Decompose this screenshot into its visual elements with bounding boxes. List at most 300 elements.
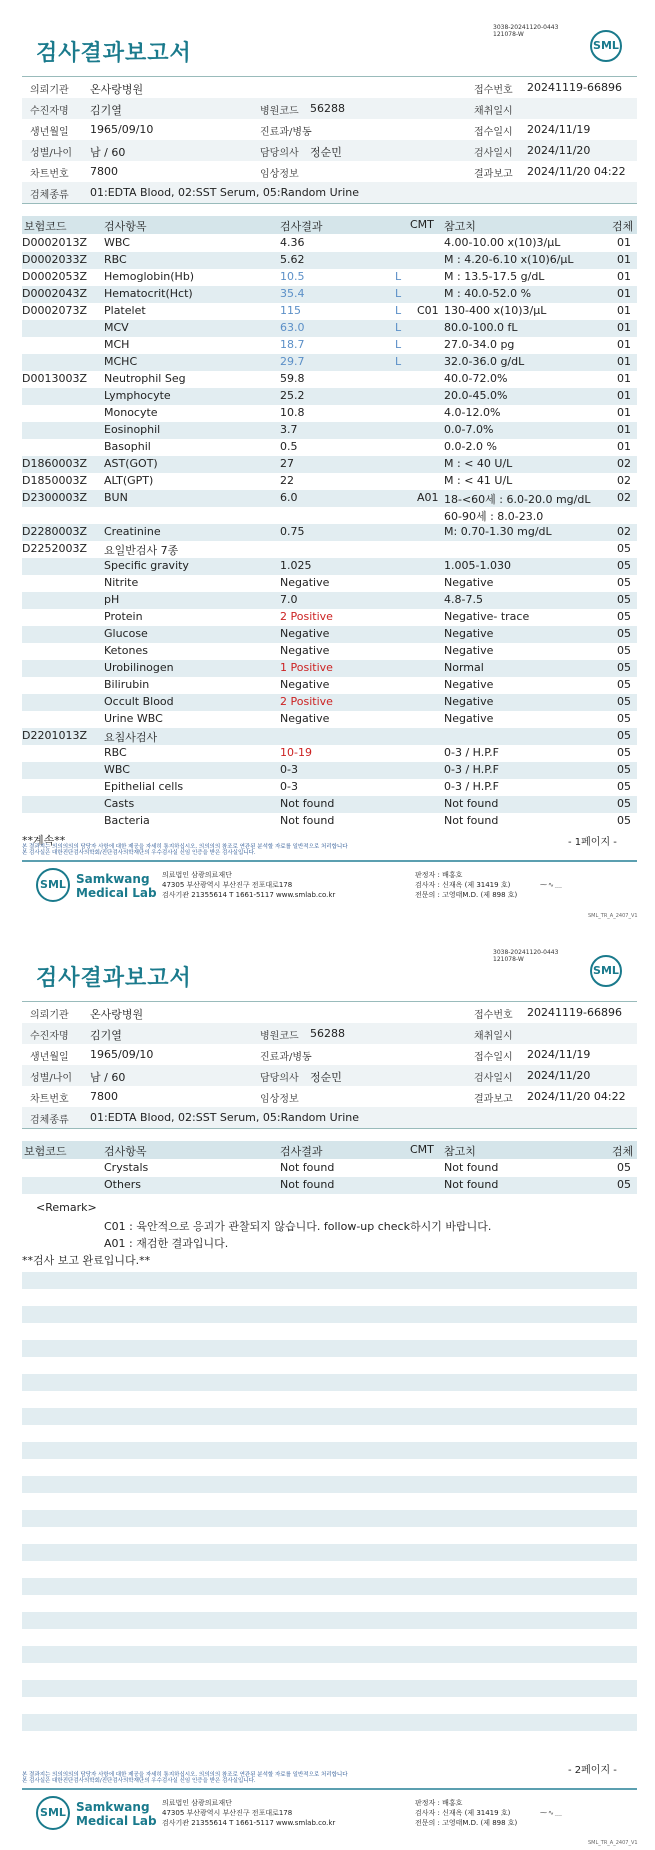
spec-cell: 02 [617,491,631,504]
item-cell: AST(GOT) [104,457,158,470]
cmt-cell: C01 [417,304,439,317]
chart-label: 차트번호 [30,169,69,180]
name-label: 수진자명 [30,1031,69,1042]
footer-sml-logo-icon: SML [36,1796,70,1830]
blank-row [22,1408,637,1425]
col-result: 검사결과 [280,1145,323,1158]
brand-line-2: Medical Lab [76,886,157,900]
table-row [22,694,637,711]
spec-cell: 01 [617,253,631,266]
spec-cell: 01 [617,338,631,351]
spec-cell: 02 [617,457,631,470]
name-label: 수진자명 [30,106,69,117]
blank-row [22,1374,637,1391]
code-cell: D0013003Z [22,372,87,385]
result-cell: Negative [280,678,330,691]
table-row [22,354,637,371]
footer-specialist: 전문의 : 고영태M.D. (제 898 호) [415,891,518,899]
header-row-1 [22,1002,637,1023]
spec-cell: 05 [617,644,631,657]
footer-signers [415,870,517,900]
item-cell: Hematocrit(Hct) [104,287,193,300]
footer-director: 판정자 : 배홍호 [415,1799,463,1807]
item-cell: 요일반검사 7종 [104,544,179,557]
result-cell: 2 Positive [280,610,333,623]
org-value: 온사랑병원 [90,1008,144,1021]
document-code-2 [493,949,558,963]
spec-cell: 01 [617,423,631,436]
result-cell: Not found [280,1178,335,1191]
report-value: 2024/11/20 04:22 [527,165,626,178]
clinical-label: 임상정보 [260,169,299,180]
table-row [22,490,637,507]
table-row [22,677,637,694]
footer-note-1: 본 결과지는 의의의의의 담당자 사항에 대한 제공을 자세히 통지하십시오. 의의의의 참조로 연관된 분석할 자료를 일반적으로 처리합니다 [22,1772,348,1778]
table-row [22,745,637,762]
doctor-label: 담당의사 [260,1073,299,1084]
table-row [22,1160,637,1177]
footer-addr: 47305 부산광역시 부산진구 전포대로178 [162,1809,293,1817]
blank-row [22,1544,637,1561]
footer-note [22,1772,348,1784]
test-date-label: 검사일시 [474,1073,513,1084]
header-row-6 [22,1107,637,1128]
item-cell: MCV [104,321,129,334]
table-row [22,796,637,813]
ref-cell: Negative [444,644,494,657]
spec-cell: 01 [617,355,631,368]
result-cell: Negative [280,712,330,725]
table-row [22,779,637,796]
spec-cell: 01 [617,440,631,453]
footer-org: 의료법인 삼광의료재단 [162,871,232,879]
page-title: 검사결과보고서 [36,41,192,66]
item-cell: BUN [104,491,128,504]
recv-date-label: 접수일시 [474,127,513,138]
collect-label: 채취일시 [474,1031,513,1042]
item-cell: Creatinine [104,525,161,538]
page-number-2: - 2페이지 - [568,1765,617,1776]
specimen-value: 01:EDTA Blood, 02:SST Serum, 05:Random Urine [90,186,359,199]
code-cell: D0002073Z [22,304,87,317]
result-cell: Not found [280,1161,335,1174]
footer-examiner: 검사자 : 신재옥 (제 31419 호) [415,881,511,889]
results-table-header [22,1141,637,1159]
specimen-value: 01:EDTA Blood, 02:SST Serum, 05:Random Urine [90,1111,359,1124]
result-cell: 2 Positive [280,695,333,708]
ref-cell: Negative [444,576,494,589]
ref-cell: Negative [444,627,494,640]
name-value: 김기열 [90,104,122,117]
spec-cell: 01 [617,304,631,317]
table-row [22,524,637,541]
continued-text: **계속** [22,834,66,847]
page-number-1: - 1페이지 - [568,837,617,848]
spec-cell: 01 [617,372,631,385]
collect-label: 채취일시 [474,106,513,117]
item-cell: Ketones [104,644,148,657]
table-row [22,558,637,575]
footer-addr: 47305 부산광역시 부산진구 전포대로178 [162,881,293,889]
ref-cell: 1.005-1.030 [444,559,511,572]
spec-cell: 05 [617,627,631,640]
item-cell: Lymphocyte [104,389,171,402]
table-row [22,405,637,422]
spec-cell: 05 [617,559,631,572]
table-row [22,541,637,558]
code-line-2: 121078-W [493,956,524,963]
item-cell: Protein [104,610,143,623]
spec-cell: 05 [617,729,631,742]
report-label: 결과보고 [474,169,513,180]
result-cell: 27 [280,457,294,470]
blank-row [22,1476,637,1493]
spec-cell: 05 [617,1161,631,1174]
document-code [493,24,558,38]
sex-age-value: 남 / 60 [90,1071,126,1084]
chart-label: 차트번호 [30,1094,69,1105]
blank-row [22,1612,637,1629]
table-row [22,439,637,456]
spec-cell: 01 [617,236,631,249]
ref-cell: M : 13.5-17.5 g/dL [444,270,545,283]
header-row-6 [22,182,637,203]
result-cell: 10.5 [280,270,305,283]
hosp-code-value: 56288 [310,102,345,115]
ref-cell: 20.0-45.0% [444,389,508,402]
chart-value: 7800 [90,1090,118,1103]
code-cell: D1850003Z [22,474,87,487]
result-cell: 63.0 [280,321,305,334]
spec-cell: 05 [617,576,631,589]
item-cell: Bilirubin [104,678,150,691]
ref-cell: Negative [444,678,494,691]
col-spec: 검체 [612,220,634,233]
code-line-1: 3038-20241120-0443 [493,949,559,956]
dept-label: 진료과/병동 [260,1052,312,1063]
table-row [22,813,637,830]
ref-cell: Normal [444,661,484,674]
table-row [22,235,637,252]
header-row-2 [22,1023,637,1044]
spec-cell: 05 [617,678,631,691]
ref-cell: Negative [444,695,494,708]
ref-cell: M : 40.0-52.0 % [444,287,532,300]
code-cell: D0002043Z [22,287,87,300]
spec-cell: 05 [617,746,631,759]
blank-row [22,1272,637,1289]
ref-cell: 0.0-7.0% [444,423,494,436]
table-row [22,592,637,609]
table-row [22,626,637,643]
ref-cell: 4.00-10.00 x(10)3/μL [444,236,561,249]
table-row [22,422,637,439]
item-cell: Hemoglobin(Hb) [104,270,195,283]
blank-row [22,1442,637,1459]
spec-cell: 05 [617,610,631,623]
doctor-value: 정순민 [310,146,342,159]
org-label: 의뢰기관 [30,85,69,96]
spec-cell: 02 [617,525,631,538]
spec-cell: 05 [617,695,631,708]
ref-cell: M : < 40 U/L [444,457,513,470]
spec-cell: 05 [617,593,631,606]
result-cell: 3.7 [280,423,298,436]
flag-cell: L [395,321,402,334]
result-cell: 59.8 [280,372,305,385]
recv-date-value: 2024/11/19 [527,1048,591,1061]
result-cell: Negative [280,644,330,657]
result-cell: 6.0 [280,491,298,504]
footer-org: 의료법인 삼광의료재단 [162,1799,232,1807]
col-cmt: CMT [410,1143,434,1156]
header-row-5 [22,1086,637,1107]
result-cell: 10-19 [280,746,312,759]
blank-row [22,1646,637,1663]
remark-c01: C01 : 육안적으로 응괴가 관찰되지 않습니다. follow-up check하시기 바랍니다. [104,1220,492,1233]
ref-cell: 0-3 / H.P.F [444,780,499,793]
item-cell: Platelet [104,304,146,317]
code-cell: D1860003Z [22,457,87,470]
footer-brand [76,872,157,900]
footer-note-1: 본 결과지는 의의의의의 담당자 사항에 대한 제공을 자세히 통지하십시오. 의의의의 참조로 연관된 분석할 자료를 일반적으로 처리합니다 [22,844,348,850]
result-cell: 22 [280,474,294,487]
item-cell: Specific gravity [104,559,189,572]
ref-cell: 80.0-100.0 fL [444,321,518,334]
name-value: 김기열 [90,1029,122,1042]
table-row [22,456,637,473]
report-complete: **검사 보고 완료입니다.** [22,1254,151,1267]
ref-cell: Not found [444,814,499,827]
spec-cell: 05 [617,712,631,725]
table-row [22,286,637,303]
ref-cell: 27.0-34.0 pg [444,338,515,351]
test-date-value: 2024/11/20 [527,144,591,157]
result-cell: 25.2 [280,389,305,402]
signature-icon: ⁓∿﹏ [540,881,563,889]
spec-cell: 05 [617,661,631,674]
table-row [22,320,637,337]
sml-logo-icon: SML [590,955,622,987]
test-date-value: 2024/11/20 [527,1069,591,1082]
col-spec: 검체 [612,1145,634,1158]
header-row-4 [22,140,637,161]
spec-cell: 01 [617,321,631,334]
item-cell: 요침사검사 [104,731,158,744]
result-cell: 7.0 [280,593,298,606]
item-cell: Bacteria [104,814,150,827]
item-cell: Urine WBC [104,712,163,725]
footer-note-2: 본 검사실은 대한진단검사의학회/진단검사의학재단의 우수검사실 신임 인증을 받은 검사실입니다. [22,1778,256,1784]
report-page-2 [0,925,655,1850]
footer-note-2: 본 검사실은 대한진단검사의학회/진단검사의학재단의 우수검사실 신임 인증을 받은 검사실입니다. [22,850,256,856]
spec-cell: 05 [617,542,631,555]
item-cell: Others [104,1178,141,1191]
result-cell: 10.8 [280,406,305,419]
code-cell: D0002013Z [22,236,87,249]
result-cell: 0.75 [280,525,305,538]
recv-no-value: 20241119-66896 [527,81,622,94]
table-row [22,337,637,354]
test-date-label: 검사일시 [474,148,513,159]
dob-label: 생년월일 [30,127,69,138]
item-cell: RBC [104,253,127,266]
item-cell: MCHC [104,355,138,368]
sex-age-value: 남 / 60 [90,146,126,159]
doc-id: SML_TR_A_2407_V1 [588,913,638,919]
ref-cell: Not found [444,797,499,810]
item-cell: ALT(GPT) [104,474,154,487]
code-line-1: 3038-20241120-0443 [493,24,559,31]
result-cell: 4.36 [280,236,305,249]
result-cell: 115 [280,304,301,317]
ref-cell: 4.8-7.5 [444,593,483,606]
spec-cell: 05 [617,1178,631,1191]
recv-date-value: 2024/11/19 [527,123,591,136]
footer-note [22,844,348,856]
ref-cell: M : < 41 U/L [444,474,513,487]
table-row [22,371,637,388]
result-cell: Not found [280,797,335,810]
col-result: 검사결과 [280,220,323,233]
item-cell: Eosinophil [104,423,161,436]
ref-cell: Negative [444,712,494,725]
flag-cell: L [395,338,402,351]
table-row [22,575,637,592]
brand-line-1: Samkwang [76,872,150,886]
specimen-label: 검체종류 [30,1115,69,1126]
specimen-label: 검체종류 [30,190,69,201]
result-cell: 1 Positive [280,661,333,674]
blank-row [22,1340,637,1357]
result-cell: Not found [280,814,335,827]
header-row-1 [22,77,637,98]
spec-cell: 05 [617,780,631,793]
table-row [22,660,637,677]
blank-row [22,1714,637,1731]
item-cell: Basophil [104,440,151,453]
header-row-3 [22,1044,637,1065]
col-item: 검사항목 [104,220,147,233]
hosp-code-value: 56288 [310,1027,345,1040]
table-row [22,609,637,626]
code-cell: D2201013Z [22,729,87,742]
result-cell: 0.5 [280,440,298,453]
item-cell: pH [104,593,120,606]
footer-tel: 검사기관 21355614 T 1661-5117 www.smlab.co.kr [162,1819,336,1827]
ref-cell: M : 4.20-6.10 x(10)6/μL [444,253,574,266]
result-cell: 0-3 [280,780,298,793]
spec-cell: 05 [617,763,631,776]
footer-brand [76,1800,157,1828]
table-row [22,473,637,490]
table-row [22,1177,637,1194]
clinical-label: 임상정보 [260,1094,299,1105]
results-table-page-2 [22,1160,637,1194]
result-cell: 35.4 [280,287,305,300]
item-cell: Glucose [104,627,148,640]
flag-cell: L [395,270,402,283]
results-table-header [22,216,637,234]
item-cell: Monocyte [104,406,158,419]
blank-row [22,1510,637,1527]
ref-cell: Not found [444,1161,499,1174]
ref-cell: 4.0-12.0% [444,406,501,419]
col-code: 보험코드 [24,1145,67,1158]
footer-director: 판정자 : 배홍호 [415,871,463,879]
item-cell: RBC [104,746,127,759]
recv-date-label: 접수일시 [474,1052,513,1063]
code-cell: D2252003Z [22,542,87,555]
table-row [22,762,637,779]
remark-label: <Remark> [36,1201,97,1214]
doctor-label: 담당의사 [260,148,299,159]
result-cell: Negative [280,576,330,589]
header-row-5 [22,161,637,182]
sex-age-label: 성별/나이 [30,1073,73,1084]
spec-cell: 05 [617,814,631,827]
code-cell: D2300003Z [22,491,87,504]
results-table-page-1 [22,235,637,830]
brand-line-2: Medical Lab [76,1814,157,1828]
dob-value: 1965/09/10 [90,1048,154,1061]
spec-cell: 01 [617,389,631,402]
item-cell: MCH [104,338,130,351]
doc-id: SML_TR_A_2407_V1 [588,1840,638,1846]
cmt-cell: A01 [417,491,439,504]
sex-age-label: 성별/나이 [30,148,73,159]
ref-cell: 0.0-2.0 % [444,440,497,453]
ref-cell: 60-90세 : 8.0-23.0 [444,510,544,523]
item-cell: Urobilinogen [104,661,174,674]
table-row [22,252,637,269]
ref-cell: Negative- trace [444,610,530,623]
doctor-value: 정순민 [310,1071,342,1084]
recv-no-value: 20241119-66896 [527,1006,622,1019]
col-code: 보험코드 [24,220,67,233]
report-label: 결과보고 [474,1094,513,1105]
dept-label: 진료과/병동 [260,127,312,138]
header-row-3 [22,119,637,140]
blank-row [22,1578,637,1595]
result-cell: 0-3 [280,763,298,776]
hosp-code-label: 병원코드 [260,1031,299,1042]
item-cell: Epithelial cells [104,780,184,793]
col-cmt: CMT [410,218,434,231]
item-cell: Nitrite [104,576,139,589]
code-cell: D0002033Z [22,253,87,266]
hosp-code-label: 병원코드 [260,106,299,117]
result-cell: 1.025 [280,559,312,572]
table-row [22,269,637,286]
col-item: 검사항목 [104,1145,147,1158]
table-row [22,303,637,320]
result-cell: 5.62 [280,253,305,266]
dob-label: 생년월일 [30,1052,69,1063]
footer-info [162,1798,335,1828]
footer-examiner: 검사자 : 신재옥 (제 31419 호) [415,1809,511,1817]
footer-sml-logo-icon: SML [36,868,70,902]
ref-cell: 0-3 / H.P.F [444,763,499,776]
ref-cell: 32.0-36.0 g/dL [444,355,525,368]
report-value: 2024/11/20 04:22 [527,1090,626,1103]
code-line-2: 121078-W [493,31,524,38]
table-row [22,643,637,660]
item-cell: Occult Blood [104,695,174,708]
spec-cell: 01 [617,287,631,300]
blank-row [22,1680,637,1697]
footer-specialist: 전문의 : 고영태M.D. (제 898 호) [415,1819,518,1827]
